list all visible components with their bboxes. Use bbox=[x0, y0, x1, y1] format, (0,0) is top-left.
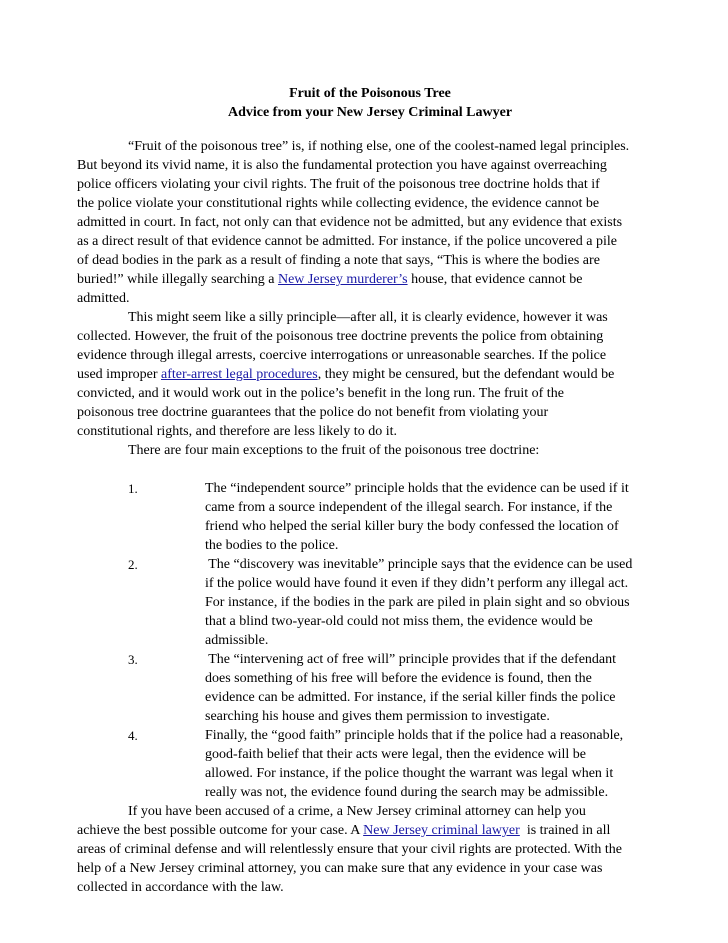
paragraph-1-line-2: But beyond its vivid name, it is also the fundamental protection you have against overreaching bbox=[77, 158, 607, 173]
document-title: Fruit of the Poisonous Tree bbox=[289, 86, 451, 101]
paragraph-1-line-4: the police violate your constitutional rights while collecting evidence, the evidence cannot be bbox=[77, 196, 600, 211]
list-item-2-line-3: For instance, if the bodies in the park are piled in plain sight and so obvious bbox=[205, 595, 630, 610]
paragraph-3: There are four main exceptions to the fruit of the poisonous tree doctrine: bbox=[128, 443, 540, 458]
paragraph-4-line-4: help of a New Jersey criminal attorney, you can make sure that any evidence in your case was bbox=[77, 861, 603, 876]
paragraph-1-line-8 bbox=[77, 270, 583, 289]
list-item-4-line-3: allowed. For instance, if the police thought the warrant was legal when it bbox=[205, 766, 614, 781]
paragraph-2-line-5: convicted, and it would work out in the police’s benefit in the long run. The fruit of the bbox=[77, 386, 564, 401]
list-item-3-number: 3. bbox=[128, 652, 138, 667]
paragraph-4-line-3: areas of criminal defense and will relentlessly ensure that your civil rights are protected. With the bbox=[77, 842, 622, 857]
list-item-2-line-5: admissible. bbox=[205, 633, 269, 648]
list-item-2-line-1: The “discovery was inevitable” principle says that the evidence can be used bbox=[205, 557, 633, 572]
list-item-3-line-3: evidence can be admitted. For instance, if the serial killer finds the police bbox=[205, 690, 616, 705]
paragraph-1-line-5: admitted in court. In fact, not only can that evidence not be admitted, but any evidence that exists bbox=[77, 215, 623, 230]
list-item-2-line-2: if the police would have found it even if they didn’t perform any illegal act. bbox=[205, 576, 629, 591]
paragraph-1-line-7: of dead bodies in the park as a result of finding a note that says, “This is where the bodies are bbox=[77, 253, 600, 268]
text-span: house, that evidence cannot be bbox=[407, 272, 583, 287]
text-span: buried!” while illegally searching a bbox=[77, 272, 278, 287]
text-span: is trained in all bbox=[519, 823, 611, 838]
paragraph-2-line-6: poisonous tree doctrine guarantees that the police do not benefit from violating your bbox=[77, 405, 549, 420]
paragraph-2-line-2: collected. However, the fruit of the poisonous tree doctrine prevents the police from obtaining bbox=[77, 329, 604, 344]
text-span: , they might be censured, but the defendant would be bbox=[317, 367, 615, 382]
text-span: used improper bbox=[77, 367, 161, 382]
list-item-1-line-1: The “independent source” principle holds that the evidence can be used if it bbox=[205, 481, 629, 496]
paragraph-1-line-1: “Fruit of the poisonous tree” is, if nothing else, one of the coolest-named legal principles. bbox=[128, 139, 630, 154]
paragraph-1-line-9: admitted. bbox=[77, 291, 130, 306]
list-item-2-line-4: that a blind two-year-old could not miss them, the evidence would be bbox=[205, 614, 593, 629]
document-subtitle: Advice from your New Jersey Criminal Lawyer bbox=[227, 105, 513, 120]
new-jersey-criminal-lawyer-link[interactable]: New Jersey criminal lawyer bbox=[363, 823, 520, 838]
new-jersey-murderer-link[interactable]: New Jersey murderer’s bbox=[277, 272, 408, 287]
list-item-3-line-1: The “intervening act of free will” principle provides that if the defendant bbox=[205, 652, 617, 667]
list-item-4-number: 4. bbox=[128, 728, 138, 743]
list-item-4-line-1: Finally, the “good faith” principle holds that if the police had a reasonable, bbox=[205, 728, 624, 743]
list-item-1-line-4: the bodies to the police. bbox=[205, 538, 339, 553]
paragraph-1-line-6: as a direct result of that evidence cannot be admitted. For instance, if the police uncovered a pile bbox=[77, 234, 617, 249]
after-arrest-procedures-link[interactable]: after-arrest legal procedures bbox=[160, 367, 318, 382]
paragraph-2-line-1: This might seem like a silly principle—after all, it is clearly evidence, however it was bbox=[128, 310, 608, 325]
paragraph-2-line-4 bbox=[77, 365, 614, 384]
list-item-3-line-2: does something of his free will before the evidence is found, then the bbox=[205, 671, 592, 686]
list-item-4-line-2: good-faith belief that their acts were legal, then the evidence will be bbox=[205, 747, 586, 762]
text-span: achieve the best possible outcome for your case. A bbox=[77, 823, 364, 838]
list-item-1-line-3: friend who helped the serial killer bury the body confessed the location of bbox=[205, 519, 619, 534]
paragraph-4-line-2 bbox=[77, 821, 610, 840]
paragraph-1-line-3: police officers violating your civil rights. The fruit of the poisonous tree doctrine holds that if bbox=[77, 177, 600, 192]
list-item-1-number: 1. bbox=[128, 481, 138, 496]
title-block bbox=[0, 84, 728, 122]
list-item-3-line-4: searching his house and gives them permission to investigate. bbox=[205, 709, 550, 724]
list-item-4-line-4: really was not, the evidence found during the search may be admissible. bbox=[205, 785, 609, 800]
paragraph-2-line-3: evidence through illegal arrests, coercive interrogations or unreasonable searches. If the police bbox=[77, 348, 607, 363]
paragraph-4-line-5: collected in accordance with the law. bbox=[77, 880, 284, 895]
list-item-2-number: 2. bbox=[128, 557, 138, 572]
list-item-1-line-2: came from a source independent of the illegal search. For instance, if the bbox=[205, 500, 613, 515]
paragraph-2-line-7: constitutional rights, and therefore are less likely to do it. bbox=[77, 424, 397, 439]
paragraph-4-line-1: If you have been accused of a crime, a New Jersey criminal attorney can help you bbox=[128, 804, 586, 819]
